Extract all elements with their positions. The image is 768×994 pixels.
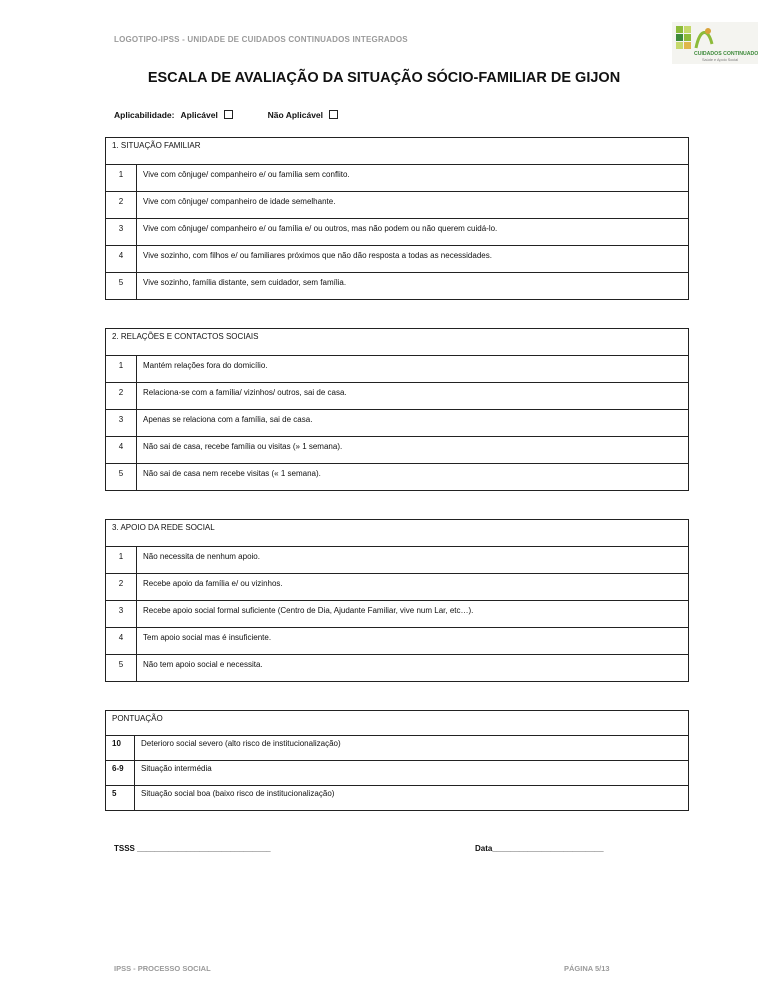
row-number: 3: [106, 410, 137, 437]
row-text: Não necessita de nenhum apoio.: [137, 547, 689, 574]
row-number: 5: [106, 464, 137, 491]
table-row[interactable]: [106, 761, 689, 786]
table-row[interactable]: [106, 601, 689, 628]
section-heading: 1. SITUAÇÃO FAMILIAR: [106, 138, 689, 165]
row-text: Tem apoio social mas é insuficiente.: [137, 628, 689, 655]
row-number: 5: [106, 273, 137, 300]
table-row[interactable]: [106, 356, 689, 383]
row-text: Não sai de casa, recebe família ou visitas (» 1 semana).: [137, 437, 689, 464]
section-table-social-relations: [105, 328, 689, 491]
row-number: 3: [106, 601, 137, 628]
table-row[interactable]: [106, 273, 689, 300]
table-row[interactable]: [106, 786, 689, 811]
footer-left: IPSS - PROCESSO SOCIAL: [114, 964, 211, 973]
logo: [672, 22, 758, 64]
applicability-label: Aplicabilidade:: [114, 110, 175, 120]
table-row[interactable]: [106, 655, 689, 682]
score-description: Deterioro social severo (alto risco de institucionalização): [135, 736, 689, 761]
tsss-signature-field[interactable]: TSSS ______________________________: [114, 844, 271, 853]
table-row[interactable]: [106, 574, 689, 601]
row-text: Mantém relações fora do domicílio.: [137, 356, 689, 383]
page-number: PÁGINA 5/13: [564, 964, 610, 973]
table-row[interactable]: [106, 628, 689, 655]
row-number: 1: [106, 547, 137, 574]
row-text: Apenas se relaciona com a família, sai de casa.: [137, 410, 689, 437]
row-text: Vive com cônjuge/ companheiro e/ ou família e/ ou outros, mas não podem ou não querem cuidá-lo.: [137, 219, 689, 246]
row-number: 4: [106, 246, 137, 273]
row-text: Relaciona-se com a família/ vizinhos/ outros, sai de casa.: [137, 383, 689, 410]
table-row[interactable]: [106, 410, 689, 437]
row-text: Recebe apoio social formal suficiente (Centro de Dia, Ajudante Familiar, vive num Lar, etc…).: [137, 601, 689, 628]
row-number: 4: [106, 437, 137, 464]
row-number: 2: [106, 574, 137, 601]
row-text: Não tem apoio social e necessita.: [137, 655, 689, 682]
row-number: 2: [106, 192, 137, 219]
table-row[interactable]: [106, 165, 689, 192]
section-table-social-support: [105, 519, 689, 682]
row-number: 5: [106, 655, 137, 682]
row-text: Recebe apoio da família e/ ou vizinhos.: [137, 574, 689, 601]
scoring-table: [105, 710, 689, 811]
table-row[interactable]: [106, 736, 689, 761]
applicability-row: [114, 110, 342, 120]
not-applicable-option-label: Não Aplicável: [267, 110, 324, 120]
applicable-option-label: Aplicável: [180, 110, 218, 120]
section-heading: 2. RELAÇÕES E CONTACTOS SOCIAIS: [106, 329, 689, 356]
table-row[interactable]: [106, 437, 689, 464]
header-text: LOGOTIPO-IPSS - UNIDADE DE CUIDADOS CONTINUADOS INTEGRADOS: [114, 35, 408, 44]
score-description: Situação intermédia: [135, 761, 689, 786]
table-row[interactable]: [106, 464, 689, 491]
score-value: 5: [106, 786, 135, 811]
score-value: 6-9: [106, 761, 135, 786]
row-text: Vive com cônjuge/ companheiro e/ ou família sem conflito.: [137, 165, 689, 192]
scoring-heading: PONTUAÇÃO: [106, 711, 689, 736]
page-title: ESCALA DE AVALIAÇÃO DA SITUAÇÃO SÓCIO-FAMILIAR DE GIJON: [147, 70, 621, 86]
not-applicable-checkbox[interactable]: [329, 110, 338, 119]
table-row[interactable]: [106, 547, 689, 574]
row-text: Não sai de casa nem recebe visitas (« 1 semana).: [137, 464, 689, 491]
svg-text:CUIDADOS CONTINUADOS: CUIDADOS CONTINUADOS: [694, 51, 758, 57]
svg-text:Saúde e Apoio Social: Saúde e Apoio Social: [702, 58, 739, 62]
section-table-family-situation: [105, 137, 689, 300]
applicable-checkbox[interactable]: [224, 110, 233, 119]
row-text: Vive com cônjuge/ companheiro de idade semelhante.: [137, 192, 689, 219]
row-text: Vive sozinho, com filhos e/ ou familiares próximos que não dão resposta a todas as necessidades.: [137, 246, 689, 273]
score-value: 10: [106, 736, 135, 761]
row-number: 1: [106, 356, 137, 383]
row-text: Vive sozinho, família distante, sem cuidador, sem família.: [137, 273, 689, 300]
score-description: Situação social boa (baixo risco de institucionalização): [135, 786, 689, 811]
row-number: 1: [106, 165, 137, 192]
row-number: 3: [106, 219, 137, 246]
date-field[interactable]: Data_________________________: [475, 844, 604, 853]
row-number: 4: [106, 628, 137, 655]
section-heading: 3. APOIO DA REDE SOCIAL: [106, 520, 689, 547]
table-row[interactable]: [106, 383, 689, 410]
table-row[interactable]: [106, 219, 689, 246]
table-row[interactable]: [106, 246, 689, 273]
row-number: 2: [106, 383, 137, 410]
table-row[interactable]: [106, 192, 689, 219]
